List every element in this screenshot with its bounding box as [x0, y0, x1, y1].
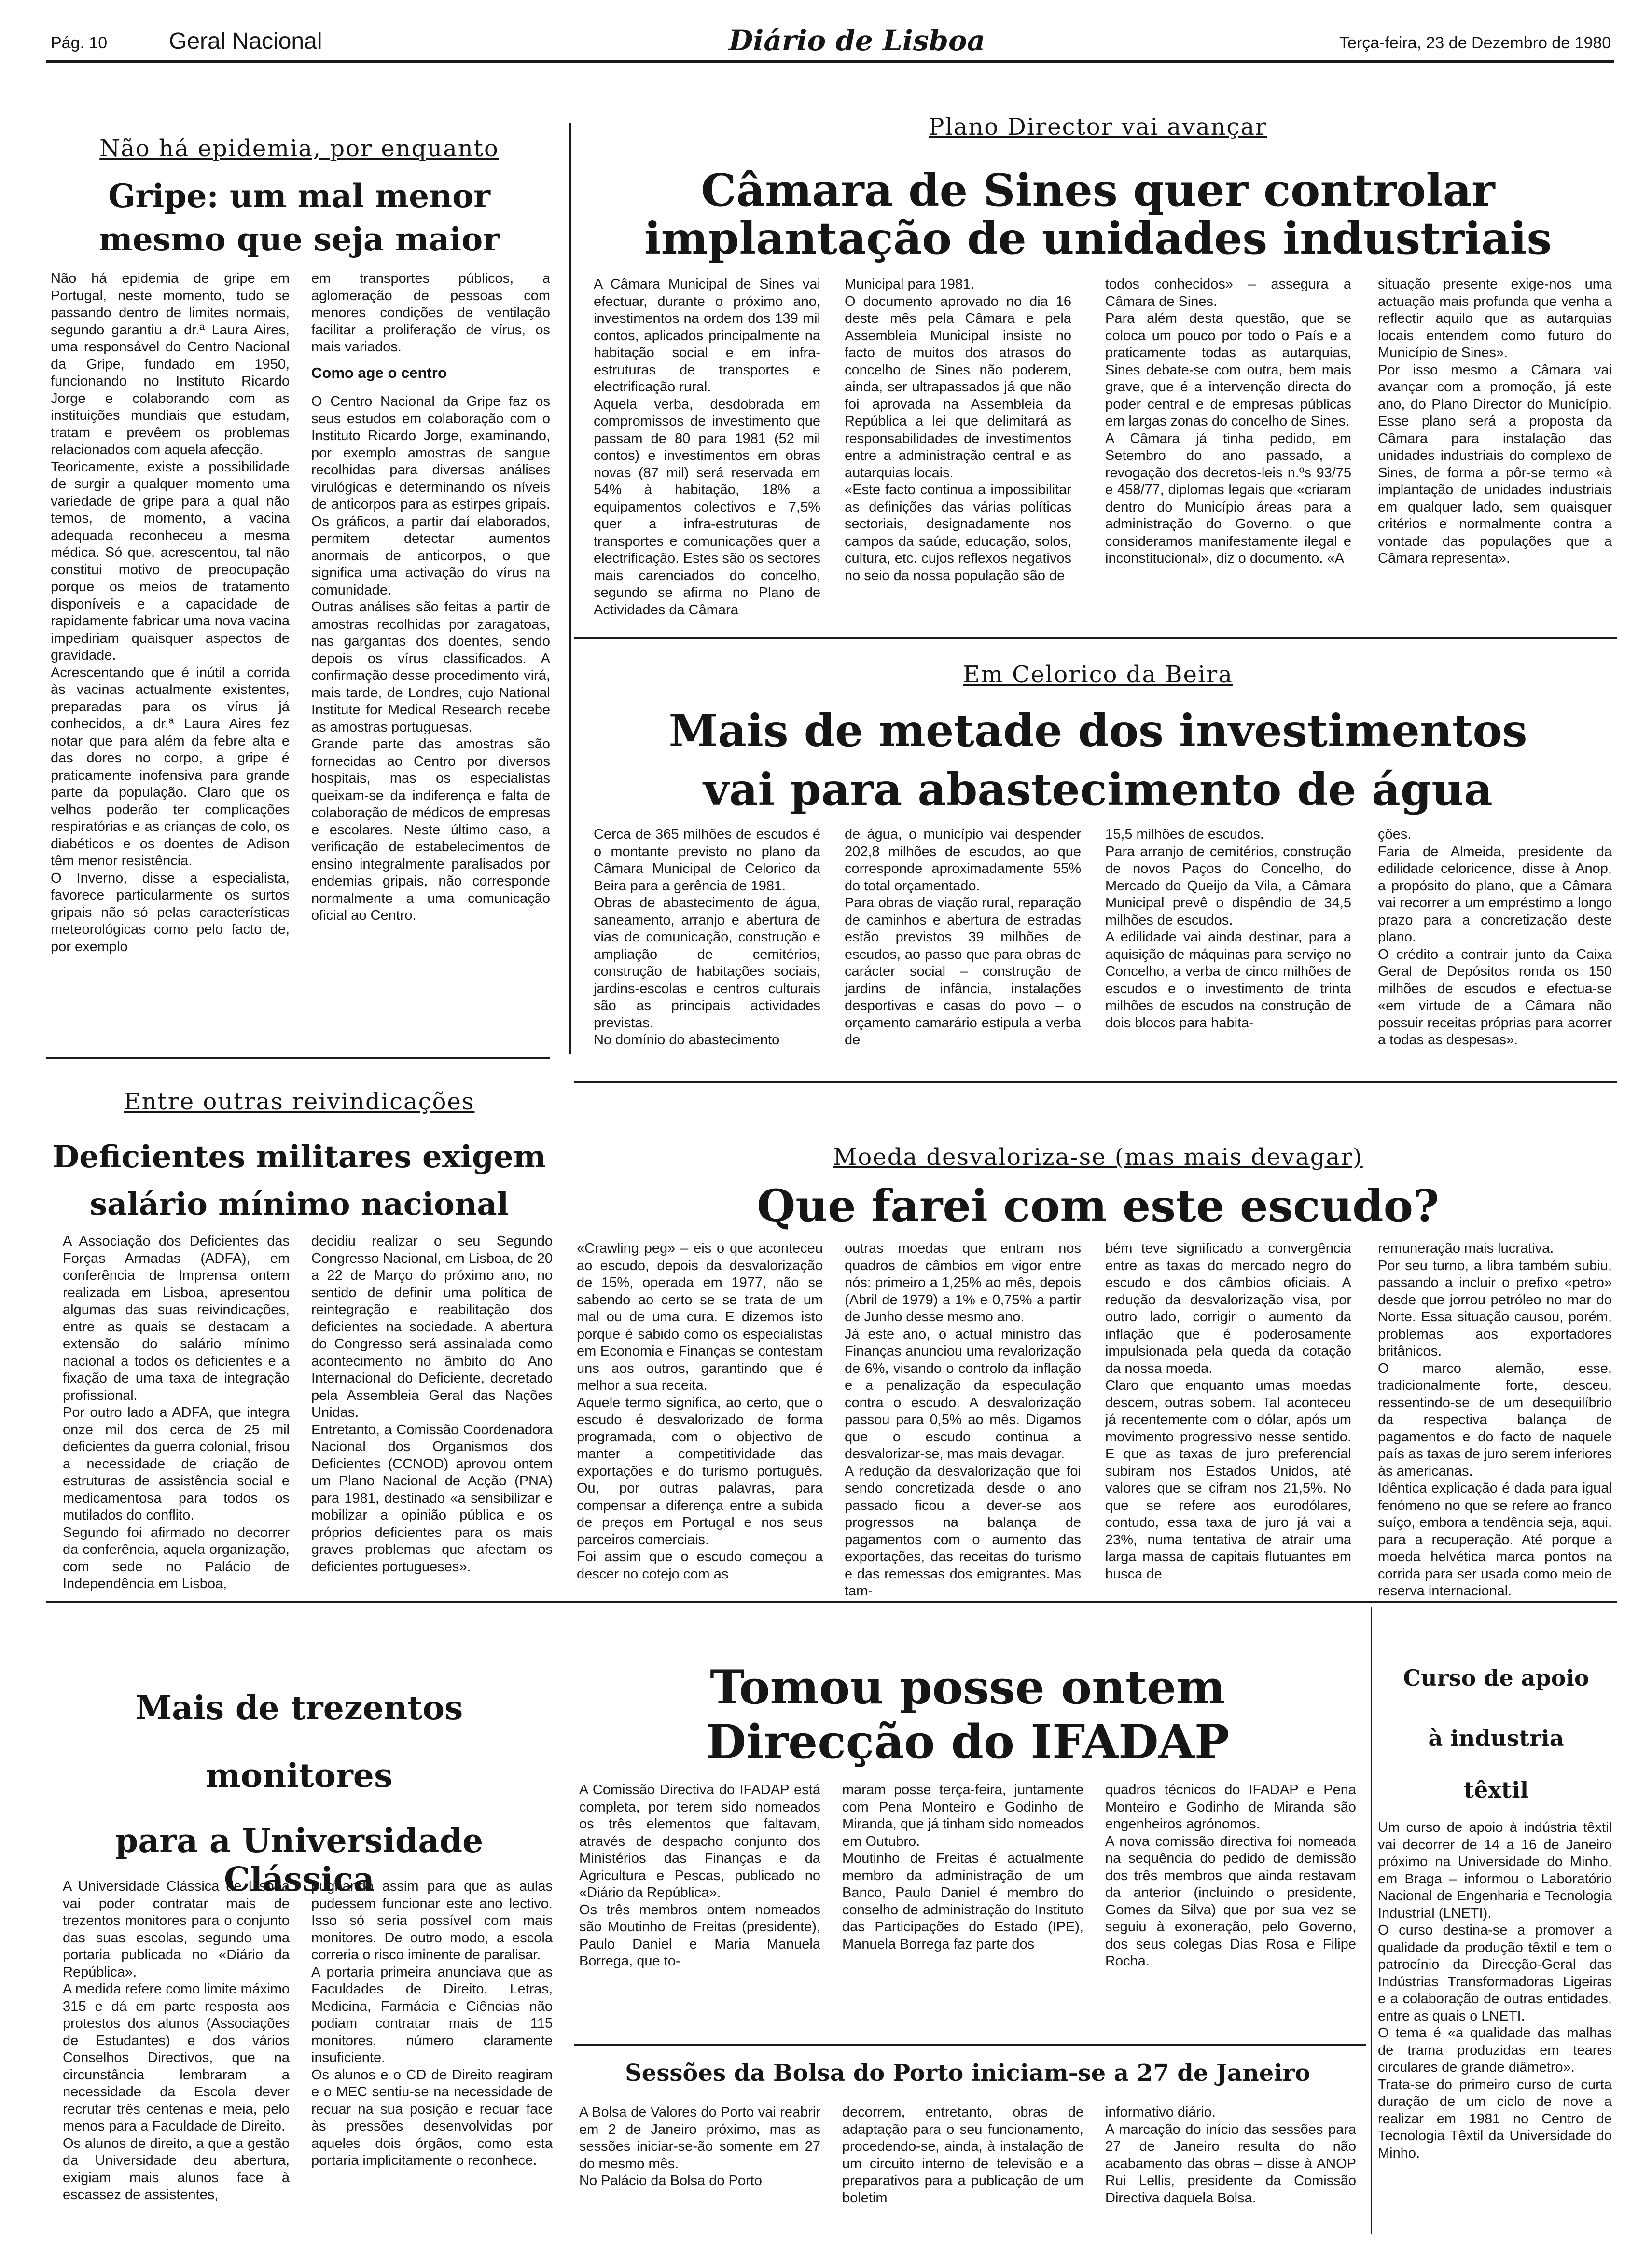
middle-rule: [46, 1601, 1617, 1603]
ifadap-column-1: A Comissão Directiva do IFADAP está completa, por terem sido nomeados os três elementos que faltavam, através de despacho conjunto dos Ministérios das Finanças e da Agricultura e Pescas, publicado no «Diário da República». Os três membros ontem nomeados são Moutinho de Freitas (presidente), Paulo Daniel e Maria Manuela Borrega, que to-: [579, 1782, 820, 1969]
gripe-headline-line2: mesmo que seja maior: [98, 221, 500, 258]
ifadap-column-2: maram posse terça-feira, juntamente com Pena Monteiro e Godinho de Miranda, que já tinham sido nomeados em Outubro. Moutinho de Freitas é actualmente membro da administração de um Banco, Paulo Daniel é membro do conselho de administração do Instituto das Participações do Estado (IPE), Manuela Borrega faz parte dos: [842, 1782, 1083, 1952]
header-rule: [46, 60, 1614, 63]
celorico-headline-line1: Mais de metade dos investimentos: [668, 705, 1527, 757]
textil-headline-line3: têxtil: [1463, 1777, 1529, 1803]
deficientes-column-2: decidiu realizar o seu Segundo Congresso Nacional, em Lisboa, de 20 a 22 de Março do próximo ano, no sentido de definir uma política de reintegração e reabilitação dos deficientes na sociedade. A abertura do Congresso será assinalada como acontecimento no âmbito do Ano Internacional do Deficiente, decretado pela Assembleia Geral das Nações Unidas. Entretanto, a Comissão Coordenadora Nacional dos Organismos dos Deficientes (CCNOD) aprovou ontem um Plano Nacional de Acção (PNA) para 1981, destinado «a sensibilizar e mobilizar a opinião pública e os próprios deficientes para os mais graves problemas que afectam os deficientes portugueses».: [311, 1233, 553, 1575]
celorico-column-3: 15,5 milhões de escudos. Para arranjo de cemitérios, construção de novos Paços do Concelho, do Mercado do Queijo da Vila, a Câmara Municipal prevê o dispêndio de 34,5 milhões de escudos. A edilidade vai ainda destinar, para a aquisição de máquinas para serviço no Concelho, a verba de cinco milhões de escudos e o investimento de trinta milhões de escudos na construção de dois blocos para habita-: [1105, 827, 1351, 1031]
sines-column-2: Municipal para 1981. O documento aprovado no dia 16 deste mês pela Câmara e pela Assembleia Municipal insiste no facto de muitos dos atrasos do concelho de Sines não poderem, ainda, ser ultrapassados já que não foi aprovada na Assembleia da República a lei que delimitará as responsabilidades de investimentos entre a administração central e as autarquias locais. «Este facto continua a impossibilitar as definições das várias políticas sectoriais, designadamente nos campos da saúde, educação, solos, cultura, etc. cujos reflexos negativos no seio da nossa população são de: [845, 277, 1071, 583]
celorico-headline-line2: vai para abastecimento de água: [703, 763, 1493, 816]
issue-date: Terça-feira, 23 de Dezembro de 1980: [1339, 34, 1611, 52]
monitores-column-2: pugnando assim para que as aulas pudessem funcionar este ano lectivo. Isso só seria possível com mais monitores. De outro modo, a escola correria o risco iminente de paralisar. A portaria primeira anunciava que as Faculdades de Direito, Letras, Medicina, Farmácia e Ciências não podiam contratar mais de 115 monitores, número claramente insuficiente. Os alunos e o CD de Direito reagiram e o MEC sentiu-se na necessidade de recuar na sua posição e recuar face às pressões desenvolvidas por aqueles dois órgãos, como esta portaria implicitamente o reconhece.: [311, 1879, 553, 2168]
escudo-column-4: remuneração mais lucrativa. Por seu turno, a libra também subiu, passando a incluir o prefixo «petro» desde que jorrou petróleo no mar do Norte. Essa situação causou, porém, problemas aos exportadores britânicos. O marco alemão, esse, tradicionalmente forte, desceu, ressentindo-se de um desequilíbrio da respectiva balança de pagamentos e do facto de naquele país as taxas de juro serem inferiores às americanas. Idêntica explicação é dada para igual fenómeno no que se refere ao franco suíço, embora a tendência seja, aqui, para a recuperação. Até porque a moeda helvética marca pontos na corrida para ser usada como meio de reserva internacional.: [1378, 1241, 1612, 1599]
monitores-column-1: A Universidade Clássica de Lisboa vai poder contratar mais de trezentos monitores para o conjunto das suas escolas, segundo uma portaria publicada no «Diário da República». A medida refere como limite máximo 315 e dá em parte resposta aos protestos dos alunos (Associações de Estudantes) e dos vários Conselhos Directivos, que na circunstância lembraram a necessidade da Escola dever recrutar três centenas e meia, pelo menos para a Faculdade de Direito. Os alunos de direito, a que a gestão da Universidade deu abertura, exigiam mais alunos face à escassez de assistentes,: [63, 1879, 290, 2202]
gripe-headline-line1: Gripe: um mal menor: [108, 177, 490, 215]
sines-column-3: todos conhecidos» – assegura a Câmara de Sines. Para além desta questão, que se coloca um pouco por todo o País e a praticamente todas as autarquias, Sines debate-se com outra, bem mais grave, que é a intervenção directa do poder central e de empresas públicas em largas zonas do concelho de Sines. A Câmara já tinha pedido, em Setembro do ano passado, a revogação dos decretos-leis n.ºs 93/75 e 458/77, diplomas legais que «criaram dentro do Município áreas para a administração do Governo, o que consideramos manifestamente ilegal e inconstitucional», diz o documento. «A: [1105, 277, 1351, 566]
escudo-headline: Que farei com este escudo?: [757, 1180, 1439, 1232]
celorico-column-4: ções. Faria de Almeida, presidente da edilidade celoricence, disse à Anop, a propósito do plano, que a Câmara vai recorrer a um empréstimo a longo prazo para a concretização deste plano. O crédito a contrair junto da Caixa Geral de Depósitos ronda os 150 milhões de escudos e efectua-se «em virtude de a Câmara não possuir receitas próprias para acorrer a todas as despesas».: [1378, 827, 1612, 1048]
escudo-kicker: Moeda desvaloriza-se (mas mais devagar): [833, 1144, 1363, 1171]
ifadap-headline-line1: Tomou posse ontem: [710, 1660, 1225, 1715]
deficientes-headline-line2: salário mínimo nacional: [89, 1186, 509, 1222]
bolsa-column-2: decorrem, entretanto, obras de adaptação para o seu funcionamento, procedendo-se, ainda, à instalação de um circuito interno de televisão e a preparativos para a publicação de um boletim: [842, 2104, 1083, 2206]
section-name: Geral Nacional: [169, 28, 322, 54]
textil-column: Um curso de apoio à indústria têxtil vai decorrer de 14 a 16 de Janeiro próximo na Universidade do Minho, em Braga – informou o Laboratório Nacional de Engenharia e Tecnologia Industrial (LNETI). O curso destina-se a promover a qualidade da produção têxtil e tem o patrocínio da Direcção-Geral das Indústrias Transformadoras Ligeiras e a colaboração de outras entidades, entre as quais o LNETI. O tema é «a qualidade das malhas de trama produzidas em teares circulares de grande diâmetro». Trata-se do primeiro curso de curta duração de um ciclo de nove a realizar em 1981 no Centro de Tecnologia Têxtil da Universidade do Minho.: [1378, 1820, 1612, 2161]
sines-column-1: A Câmara Municipal de Sines vai efectuar, durante o próximo ano, investimentos na ordem dos 139 mil contos, aplicados principalmente na habitação social e em infra-estruturas de transportes e electrificação rural. Aquela verba, desdobrada em compromissos de investimento que passam de 80 para 1981 (52 mil contos) e investimentos em obras novas (87 mil) será reservada em 54% à habitação, 18% a equipamentos colectivos e 7,5% quer a infra-estruturas de transportes e comunicações quer a electrificação. Estes são os sectores mais carenciados do concelho, segundo se afirma no Plano de Actividades da Câmara: [594, 277, 820, 618]
sines-headline-line2: implantação de unidades industriais: [644, 212, 1552, 264]
masthead: Diário de Lisboa: [729, 24, 986, 57]
gripe-bottom-rule: [46, 1057, 550, 1059]
celorico-column-1: Cerca de 365 milhões de escudos é o montante previsto no plano da Câmara Municipal de Celorico da Beira para a gerência de 1981. Obras de abastecimento de água, saneamento, arranjo e abertura de vias de comunicação, construção e ampliação de cemitérios, construção de habitações sociais, jardins-escolas e centros culturais são as principais actividades previstas. No domínio do abastecimento: [594, 827, 820, 1048]
column-separator: [569, 123, 571, 1054]
sines-headline-line1: Câmara de Sines quer controlar: [701, 164, 1495, 216]
textil-headline-line2: à industria: [1428, 1725, 1564, 1751]
deficientes-kicker: Entre outras reivindicações: [124, 1088, 475, 1115]
bolsa-rule: [574, 2044, 1366, 2046]
gripe-column-2b: O Centro Nacional da Gripe faz os seus estudos em colaboração com o Instituto Ricardo Jorge, examinando, por exemplo amostras de sangue recolhidas para diversas análises virulógicas e determinando os níveis de anticorpos para as estirpes gripais. Os gráficos, a partir daí elaborados, permitem detectar aumentos anormais de anticorpos, o que significa uma activação do vírus na comunidade. Outras análises são feitas a partir de amostras recolhidas por zaragatoas, nas gargantas dos doentes, sendo depois os vírus classificados. A confirmação desse procedimento virá, mais tarde, de Londres, cujo National Institute for Medical Research recebe as amostras portuguesas. Grande parte das amostras são fornecidas ao Centro por diversos hospitais, mas os especialistas queixam-se da indiferença e falta de colaboração de médicos de empresas e escolares. Neste último caso, a verificação de estabelecimentos de ensino integralmente paralisados por endemias gripais, não corresponde normalmente a uma comunicação oficial ao Centro.: [311, 394, 550, 923]
bolsa-column-1: A Bolsa de Valores do Porto vai reabrir em 2 de Janeiro próximo, mas as sessões iniciar-se-ão somente em 27 do mesmo mês. No Palácio da Bolsa do Porto: [579, 2104, 820, 2188]
deficientes-column-1: A Associação dos Deficientes das Forças Armadas (ADFA), em conferência de Imprensa ontem realizada em Lisboa, apresentou algumas das suas reivindicações, entre as quais se destacam a extensão do salário mínimo nacional a todos os deficientes e a fixação de uma taxa de integração profissional. Por outro lado a ADFA, que integra onze mil dos cerca de 25 mil deficientes da guerra colonial, frisou a necessidade de criação de estruturas de assistência social e medicamentosa para todos os mutilados do conflito. Segundo foi afirmado no decorrer da conferência, aquela organização, com sede no Palácio de Independência em Lisboa,: [63, 1233, 290, 1592]
gripe-column-1: Não há epidemia de gripe em Portugal, neste momento, tudo se passando dentro de limites normais, segundo garantiu a dr.ª Laura Aires, uma responsável do Centro Nacional da Gripe, fundado em 1950, funcionando no Instituto Ricardo Jorge e colaborando com as instituições mundiais que estudam, tratam e prevêem os problemas relacionados com aquela afecção. Teoricamente, existe a possibilidade de surgir a qualquer momento uma variedade de gripe para a qual não temos, de momento, a vacina adequada reconheceu a mesma médica. Só que, acrescentou, tal não constitui motivo de preocupação porque os meios de tratamento disponíveis e a capacidade de rapidamente fabricar uma nova vacina impediriam quaisquer aspectos de gravidade. Acrescentando que é inútil a corrida às vacinas actualmente existentes, preparadas para os vírus já conhecidos, a dr.ª Laura Aires fez notar que para além da febre alta e das dores no corpo, a gripe é praticamente inofensiva para grande parte da população. Claro que os velhos poderão ter complicações respiratórias e as crianças de colo, os diabéticos e os doentes de Adison têm menor resistência. O Inverno, disse a especialista, favorece particularmente os surtos gripais não só pelas características meteorológicas como pelo facto de, por exemplo: [51, 271, 290, 955]
gripe-kicker: Não há epidemia, por enquanto: [99, 135, 499, 162]
sines-column-4: situação presente exige-nos uma actuação mais profunda que venha a reflectir aquilo que as autarquias locais entendem como futuro do Município de Sines». Por isso mesmo a Câmara vai avançar com a promoção, já este ano, do Plano Director do Município. Esse plano será a proposta da Câmara para instalação das unidades industriais do complexo de Sines, de forma a pôr-se termo «à implantação de unidades industriais em qualquer lado, sem quaisquer critérios e normalmente contra a vontade das populações que a Câmara representa».: [1378, 277, 1612, 566]
escudo-column-1: «Crawling peg» – eis o que aconteceu ao escudo, depois da desvalorização de 15%, operada em 1977, não se sabendo ao certo se se trata de um mal ou de uma cura. E dizemos isto porque é sabido como os especialistas em Economia e Finanças se contestam uns aos outros, garantindo que é melhor a sua receita. Aquele termo significa, ao certo, que o escudo é desvalorizado de forma programada, com o objectivo de manter a competitividade das exportações e do turismo português. Ou, por outras palavras, para compensar a diferença entre a subida de preços em Portugal e nos seus parceiros comerciais. Foi assim que o escudo começou a descer no cotejo com as: [577, 1241, 823, 1582]
gripe-column-2a: em transportes públicos, a aglomeração de pessoas com menores condições de ventilação facilitar a proliferação de vírus, os mais variados.: [311, 271, 550, 355]
gripe-subhead: Como age o centro: [311, 364, 447, 381]
monitores-headline-line1: Mais de trezentos: [135, 1689, 463, 1728]
sines-kicker: Plano Director vai avançar: [929, 113, 1267, 140]
monitores-headline-line3: para a Universidade Clássica: [115, 1822, 484, 1899]
celorico-column-2: de água, o município vai despender 202,8 milhões de escudos, ao que corresponde aproximadamente 55% do total orçamentado. Para obras de viação rural, reparação de caminhos e abertura de estradas estão previstos 39 milhões de escudos, ao passo que para obras de carácter social – construção de jardins de infância, instalações desportivas e casas do povo – o orçamento camarário estipula a verba de: [845, 827, 1081, 1048]
deficientes-headline-line1: Deficientes militares exigem: [52, 1139, 546, 1175]
bolsa-column-3: informativo diário. A marcação do início das sessões para 27 de Janeiro resulta do não acabamento das obras – disse à ANOP Rui Lellis, presidente da Comissão Directiva daquela Bolsa.: [1105, 2104, 1356, 2206]
sines-rule: [574, 637, 1617, 639]
page-number: Pág. 10: [51, 34, 108, 52]
celorico-rule: [574, 1081, 1617, 1083]
escudo-column-3: bém teve significado a convergência entre as taxas do mercado negro do escudo e dos câmbios oficiais. A redução da desvalorização visa, por outro lado, corrigir o aumento da inflação que é poderosamente impulsionada pela queda da cotação da nossa moeda. Claro que enquanto umas moedas descem, outras sobem. Tal aconteceu já recentemente com o dólar, após um movimento progressivo nesse sentido. E que as taxas de juro preferencial subiram nos Estados Unidos, até valores que se cifram nos 21,5%. No que se refere aos eurodólares, contudo, essa taxa de juro já vai a 23%, numa tentativa de atrair uma larga massa de capitais flutuantes em busca de: [1105, 1241, 1351, 1582]
ifadap-headline-line2: Direcção do IFADAP: [706, 1715, 1230, 1769]
ifadap-column-3: quadros técnicos do IFADAP e Pena Monteiro e Godinho de Miranda são engenheiros agrónomos. A nova comissão directiva foi nomeada na sequência do pedido de demissão dos três membros que ainda restavam da anterior (incluindo o presidente, Gomes da Silva) que por sua vez se seguiu à exoneração, pelo Governo, dos seus colegas Dias Rosa e Filipe Rocha.: [1105, 1782, 1356, 1969]
escudo-column-2: outras moedas que entram nos quadros de câmbios em vigor entre nós: primeiro a 1,25% ao mês, depois (Abril de 1979) a 1% e 0,75% a partir de Junho desse mesmo ano. Já este ano, o actual ministro das Finanças anunciou uma revalorização de 6%, visando o controlo da inflação e a penalização da especulação contra o escudo. A desvalorização passou para 0,5% ao mês. Digamos que o escudo continua a desvalorizar-se, mas mais devagar. A redução da desvalorização que foi sendo concretizada desde o ano passado ficou a dever-se aos progressos na balança de pagamentos com o aumento das exportações, das receitas do turismo e das remessas dos emigrantes. Mas tam-: [845, 1241, 1081, 1599]
monitores-headline-line2: monitores: [206, 1757, 393, 1795]
textil-separator: [1371, 1607, 1372, 2234]
textil-headline-line1: Curso de apoio: [1403, 1665, 1589, 1691]
bolsa-headline: Sessões da Bolsa do Porto iniciam-se a 27 de Janeiro: [625, 2060, 1310, 2087]
celorico-kicker: Em Celorico da Beira: [963, 661, 1233, 688]
